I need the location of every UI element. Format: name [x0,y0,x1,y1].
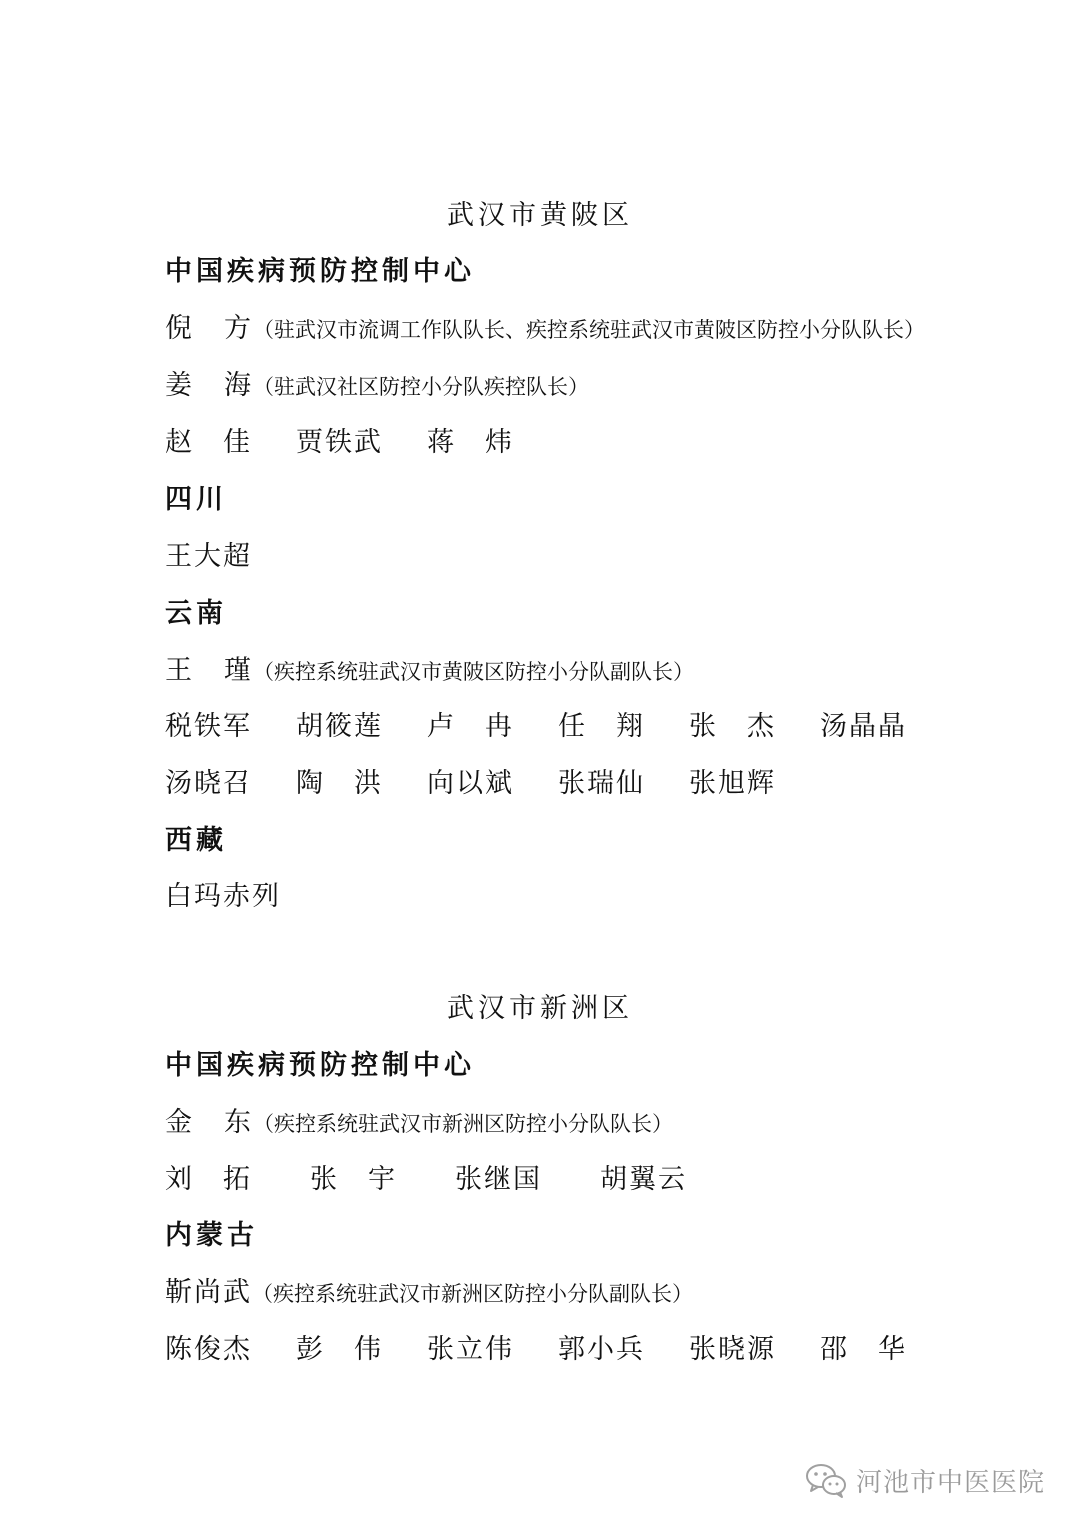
member-name: 贾铁武 [296,427,383,458]
member-name: 任 翔 [558,711,645,742]
section-title-xinzhou: 武汉市新洲区 [447,993,633,1024]
member-name: 卢 冉 [427,711,514,742]
leader-note: （疾控系统驻武汉市新洲区防控小分队队长） [253,1112,673,1136]
cdc-members-row-xinzhou [165,1164,745,1196]
member-name: 赵 佳 [165,427,252,458]
leader-name: 倪 方 [165,313,253,344]
yunnan-members-row-2 [165,768,820,800]
wechat-icon [804,1460,848,1500]
tibet-member: 白玛赤列 [165,881,281,912]
member-name: 向以斌 [427,768,514,799]
member-name: 刘 拓 [165,1164,252,1195]
member-name: 张晓源 [689,1334,776,1365]
member-name: 张立伟 [427,1334,514,1365]
leader-row-wang-jin [165,655,694,688]
leader-row-jiang-hai [165,370,589,403]
member-name: 张瑞仙 [558,768,645,799]
leader-name: 金 东 [165,1107,253,1138]
member-name: 税铁军 [165,711,252,742]
leader-row-jin-dong [165,1107,673,1140]
member-name: 汤晓召 [165,768,252,799]
yunnan-members-row-1 [165,711,951,743]
member-name: 郭小兵 [558,1334,645,1365]
leader-row-ni-fang [165,313,925,346]
org-sichuan: 四川 [165,484,227,515]
member-name: 胡筱莲 [296,711,383,742]
leader-name: 姜 海 [165,370,253,401]
member-name: 张 宇 [310,1164,397,1195]
member-name: 胡翼云 [600,1164,687,1195]
member-name: 邵 华 [820,1334,907,1365]
org-neimenggu: 内蒙古 [165,1220,258,1251]
member-name: 蒋 炜 [427,427,514,458]
leader-row-jin-shangwu [165,1277,693,1310]
member-name: 陶 洪 [296,768,383,799]
org-yunnan: 云南 [165,598,227,629]
member-name: 汤晶晶 [820,711,907,742]
section-title-huangpi: 武汉市黄陂区 [447,200,633,231]
leader-note: （驻武汉社区防控小分队疾控队长） [253,375,589,399]
org-cdc-huangpi: 中国疾病预防控制中心 [165,256,475,287]
leader-note: （疾控系统驻武汉市新洲区防控小分队副队长） [252,1282,693,1306]
leader-note: （疾控系统驻武汉市黄陂区防控小分队副队长） [253,660,694,684]
member-name: 张继国 [455,1164,542,1195]
member-name: 陈俊杰 [165,1334,252,1365]
cdc-members-row [165,427,558,459]
org-cdc-xinzhou: 中国疾病预防控制中心 [165,1050,475,1081]
member-name: 彭 伟 [296,1334,383,1365]
watermark-text: 河池市中医医院 [855,1467,1045,1498]
leader-note: （驻武汉市流调工作队队长、疾控系统驻武汉市黄陂区防控小分队队长） [253,318,925,342]
wechat-watermark [804,1458,1045,1502]
org-tibet: 西藏 [165,825,227,856]
leader-name: 王 瑾 [165,655,253,686]
member-name: 张旭辉 [689,768,776,799]
member-name: 张 杰 [689,711,776,742]
leader-name: 靳尚武 [165,1277,252,1308]
sichuan-member: 王大超 [165,541,252,572]
neimenggu-members-row-1 [165,1334,951,1366]
